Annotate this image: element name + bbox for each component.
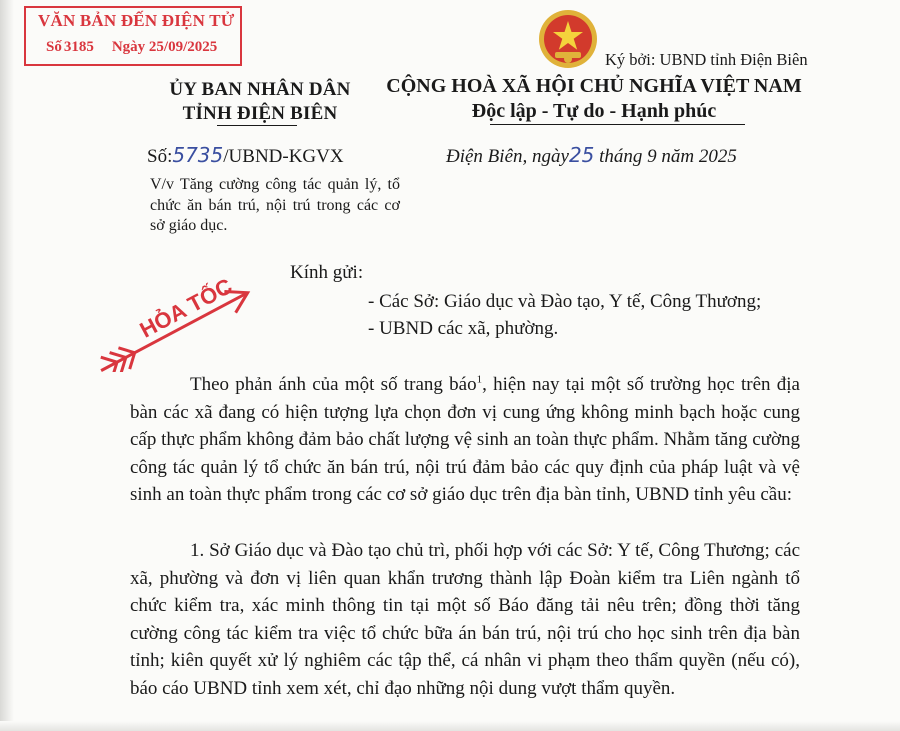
page-edge-shadow-bottom (0, 721, 900, 731)
stamp-title: VĂN BẢN ĐẾN ĐIỆN TỬ (38, 11, 235, 30)
place-date (446, 143, 737, 168)
footnote-marker: 1 (476, 373, 483, 386)
body-paragraph-2 (130, 537, 800, 702)
nation-motto: Độc lập - Tự do - Hạnh phúc (471, 100, 717, 122)
stamp-date: Ngày 25/09/2025 (111, 39, 218, 55)
paragraph1-start: Theo phản ánh của một số trang báo (190, 374, 477, 395)
stamp-number-date (46, 39, 217, 56)
nation-title: CỘNG HOÀ XÃ HỘI CHỦ NGHĨA VIỆT NAM (386, 75, 802, 97)
incoming-document-stamp (24, 6, 242, 66)
doc-number-suffix: /UBND-KGVX (223, 146, 344, 167)
recipient-item: - Các Sở: Giáo dục và Đào tạo, Y tế, Công Thương; (368, 291, 762, 312)
recipient-list (368, 288, 761, 342)
agency-line1: ỦY BAN NHÂN DÂN (169, 79, 351, 100)
issuing-agency (140, 78, 380, 126)
paragraph1-rest: , hiện nay tại một số trường học trên địa bàn các xã đang có hiện tượng lựa chọn đơn vị cung ứng không minh bạch hoặc cung cấp thực phẩm không đảm bảo chất lượng vệ sinh an toàn thực phẩm. Nhằm tăng cường công tác quản lý tổ chức ăn bán trú, nội trú đảm bảo các quy định của pháp luật và vệ sinh an toàn thực phẩm trong các cơ sở giáo dục trên địa bàn tỉnh, UBND tỉnh yêu cầu: (130, 374, 800, 505)
agency-underline (217, 125, 297, 126)
national-emblem-icon (537, 8, 599, 70)
digital-signature-note: Ký bởi: UBND tỉnh Điện Biên (605, 50, 808, 69)
greeting: Kính gửi: (290, 262, 364, 283)
agency-line2: TỈNH ĐIỆN BIÊN (182, 103, 338, 124)
urgent-stamp (80, 262, 260, 372)
document-number (147, 143, 344, 168)
document-subject: V/v Tăng cường công tác quản lý, tổ chức ăn bán trú, nội trú trong các cơ sở giáo dục. (150, 176, 400, 234)
body-paragraph-1 (130, 371, 800, 509)
stamp-number: 3185 (63, 39, 94, 55)
national-header (385, 74, 803, 124)
place-date-after: tháng 9 năm 2025 (594, 146, 737, 167)
doc-number-handwritten: 5735 (172, 143, 224, 167)
stamp-number-label: Số (46, 39, 62, 55)
place-date-day: 25 (568, 143, 595, 167)
recipient-item: - UBND các xã, phường. (368, 318, 559, 339)
doc-number-prefix: Số: (147, 146, 173, 167)
paragraph2-text: 1. Sở Giáo dục và Đào tạo chủ trì, phối hợp với các Sở: Y tế, Công Thương; các xã, phường và đơn vị liên quan khẩn trương thành lập Đoàn kiểm tra Liên ngành tổ chức kiểm tra, xác minh thông tin tại một số Báo đăng tải nêu trên; đồng thời tăng cường công tác kiểm tra việc tổ chức bữa án bán trú, nội trú cho học sinh trên địa bàn tỉnh; kiên quyết xử lý nghiêm các tập thể, cá nhân vi phạm theo thẩm quyền (nếu có), báo cáo UBND tỉnh xem xét, chỉ đạo những nội dung vượt thẩm quyền. (130, 540, 800, 699)
page-edge-shadow (0, 0, 14, 731)
urgent-stamp-label: HỎA TỐC (135, 273, 237, 343)
motto-underline (490, 124, 745, 125)
place-date-before: Điện Biên, ngày (446, 146, 569, 167)
